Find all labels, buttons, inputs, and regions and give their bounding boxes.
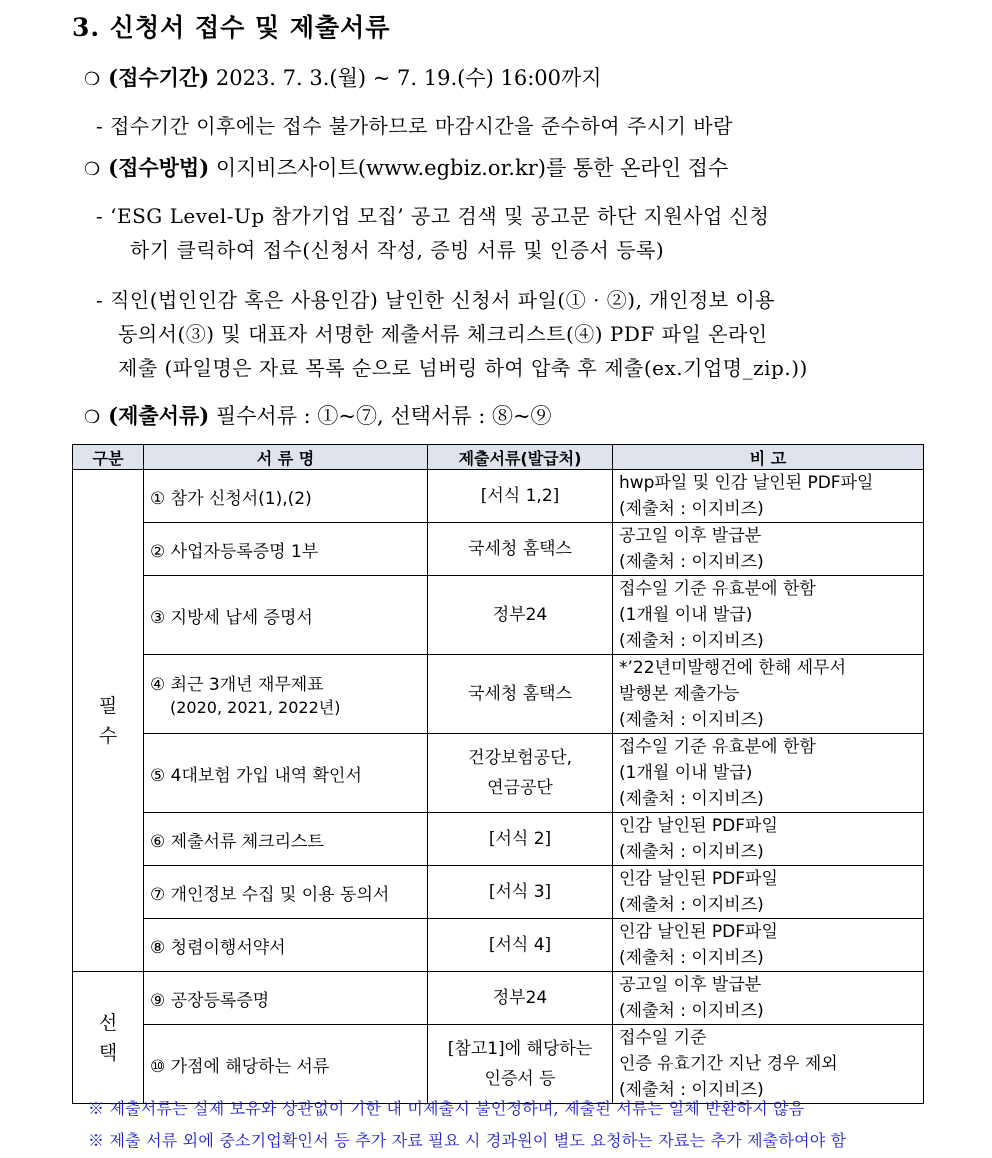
remark-line: 접수일 기준 유효분에 한함	[619, 579, 816, 599]
document-name-cell	[144, 919, 428, 972]
remark-line: (1개월 이내 발급)	[619, 605, 753, 625]
document-remarks-cell	[613, 655, 924, 734]
remark-line: 접수일 기준	[619, 1028, 707, 1048]
document-name: ③ 지방세 납세 증명서	[150, 607, 313, 628]
remark-line: 인감 날인된 PDF파일	[619, 922, 778, 942]
circle-bullet-icon: ❍	[84, 407, 101, 428]
document-name-cell	[144, 866, 428, 919]
circle-bullet-icon: ❍	[84, 159, 101, 180]
document-source: 건강보험공단,	[468, 748, 572, 768]
period-bullet	[84, 62, 602, 92]
document-remarks-cell	[613, 470, 924, 523]
remark-line: 인감 날인된 PDF파일	[619, 816, 778, 836]
document-name-cell	[144, 1025, 428, 1104]
period-detail: - 접수기간 이후에는 접수 불가하므로 마감시간을 준수하여 주시기 바람	[96, 114, 733, 138]
document-remarks-cell	[613, 972, 924, 1025]
remark-line: (제출처 : 이지비즈)	[619, 499, 764, 519]
header-remarks: 비 고	[613, 445, 924, 470]
document-name: ⑨ 공장등록증명	[150, 990, 270, 1011]
document-source-cell	[428, 523, 613, 576]
remark-line: (제출처 : 이지비즈)	[619, 842, 764, 862]
method-detail-1-line-2: 하기 클릭하여 접수(신청서 작성, 증빙 서류 및 인증서 등록)	[130, 238, 665, 262]
header-category: 구분	[73, 445, 144, 470]
table-row	[73, 866, 924, 919]
remark-line: (제출처 : 이지비즈)	[619, 1080, 764, 1100]
document-name: ④ 최근 3개년 재무제표	[150, 675, 324, 695]
document-source: [서식 2]	[488, 829, 552, 849]
category-label: 택	[98, 1041, 118, 1064]
documents-table	[72, 444, 924, 1104]
document-source-cell	[428, 734, 613, 813]
document-source-cell	[428, 470, 613, 523]
docs-label: (제출서류)	[108, 403, 210, 428]
remark-line: (제출처 : 이지비즈)	[619, 710, 764, 730]
method-label: (접수방법)	[108, 155, 210, 180]
document-name-cell	[144, 655, 428, 734]
remark-line: 공고일 이후 발급분	[619, 975, 762, 995]
document-source: 정부24	[492, 988, 548, 1008]
remark-line: (제출처 : 이지비즈)	[619, 789, 764, 809]
document-remarks-cell	[613, 813, 924, 866]
method-detail-1-line-1: - ‘ESG Level-Up 참가기업 모집’ 공고 검색 및 공고문 하단 지원사업 신청	[96, 204, 770, 228]
remark-line: 접수일 기준 유효분에 한함	[619, 737, 816, 757]
document-source-cell	[428, 972, 613, 1025]
document-source-cell	[428, 866, 613, 919]
table-header-row	[73, 445, 924, 470]
document-source: [서식 4]	[488, 935, 552, 955]
circle-bullet-icon: ❍	[84, 69, 101, 90]
remark-line: (제출처 : 이지비즈)	[619, 948, 764, 968]
document-source: [참고1]에 해당하는	[447, 1039, 593, 1059]
document-source: [서식 1,2]	[480, 486, 560, 506]
table-row	[73, 972, 924, 1025]
category-label: 수	[98, 724, 118, 747]
period-label: (접수기간)	[108, 65, 210, 90]
header-source: 제출서류(발급처)	[428, 445, 613, 470]
table-row	[73, 734, 924, 813]
document-source-cell	[428, 576, 613, 655]
document-name: ⑦ 개인정보 수집 및 이용 동의서	[150, 884, 390, 905]
remark-line: 인증 유효기간 지난 경우 제외	[619, 1054, 838, 1074]
document-source: 정부24	[492, 605, 548, 625]
document-remarks-cell	[613, 734, 924, 813]
document-name-cell	[144, 813, 428, 866]
note-2: ※ 제출 서류 외에 중소기업확인서 등 추가 자료 필요 시 경과원이 별도 요청하는 자료는 추가 제출하여야 함	[88, 1131, 847, 1150]
table-row	[73, 1025, 924, 1104]
table-row	[73, 813, 924, 866]
header-document-name: 서 류 명	[144, 445, 428, 470]
table-row	[73, 576, 924, 655]
document-name-cell	[144, 470, 428, 523]
document-name-cell	[144, 734, 428, 813]
table-row	[73, 655, 924, 734]
section-title: 3. 신청서 접수 및 제출서류	[72, 13, 391, 42]
remark-line: (1개월 이내 발급)	[619, 763, 753, 783]
document-remarks-cell	[613, 866, 924, 919]
method-bullet	[84, 152, 728, 182]
document-remarks-cell	[613, 919, 924, 972]
document-name: ⑧ 청렴이행서약서	[150, 937, 286, 958]
method-detail-2-line-3: 제출 (파일명은 자료 목록 순으로 넘버링 하여 압축 후 제출(ex.기업명_zip.))	[118, 356, 808, 380]
period-text: 2023. 7. 3.(월) ~ 7. 19.(수) 16:00까지	[215, 66, 602, 90]
remark-line: (제출처 : 이지비즈)	[619, 552, 764, 572]
document-name-cell	[144, 523, 428, 576]
method-detail-2-line-1: - 직인(법인인감 혹은 사용인감) 날인한 신청서 파일(① · ②), 개인정보 이용	[96, 288, 776, 312]
document-source-line-2: 인증서 등	[484, 1069, 556, 1089]
document-remarks-cell	[613, 576, 924, 655]
remark-line: 인감 날인된 PDF파일	[619, 869, 778, 889]
method-text: 이지비즈사이트(www.egbiz.or.kr)를 통한 온라인 접수	[215, 156, 729, 180]
document-name: ② 사업자등록증명 1부	[150, 541, 319, 562]
document-source-cell	[428, 919, 613, 972]
document-source: [서식 3]	[488, 882, 552, 902]
remark-line: (제출처 : 이지비즈)	[619, 631, 764, 651]
document-name-sub: (2020, 2021, 2022년)	[170, 698, 341, 717]
document-name: ⑩ 가점에 해당하는 서류	[150, 1056, 330, 1077]
method-detail-2-line-2: 동의서(③) 및 대표자 서명한 제출서류 체크리스트(④) PDF 파일 온라인	[118, 322, 768, 346]
docs-text: 필수서류 : ①~⑦, 선택서류 : ⑧~⑨	[215, 404, 552, 428]
document-name-cell	[144, 576, 428, 655]
note-1: ※ 제출서류는 실제 보유와 상관없이 기한 내 미제출시 불인정하며, 제출된 서류는 일체 반환하지 않음	[88, 1099, 805, 1118]
document-source-cell	[428, 655, 613, 734]
table-row	[73, 523, 924, 576]
category-label: 필	[98, 694, 118, 717]
document-source: 국세청 홈택스	[468, 539, 572, 559]
table-row	[73, 470, 924, 523]
docs-bullet	[84, 400, 552, 430]
document-name: ⑥ 제출서류 체크리스트	[150, 831, 324, 852]
table-row	[73, 919, 924, 972]
document-remarks-cell	[613, 1025, 924, 1104]
document-remarks-cell	[613, 523, 924, 576]
document-name-cell	[144, 972, 428, 1025]
remark-line: (제출처 : 이지비즈)	[619, 1001, 764, 1021]
document-source-line-2: 연금공단	[487, 778, 553, 798]
remark-line: *’22년미발행건에 한해 세무서	[619, 658, 846, 678]
document-name: ① 참가 신청서(1),(2)	[150, 488, 312, 509]
remark-line: (제출처 : 이지비즈)	[619, 895, 764, 915]
document-name: ⑤ 4대보험 가입 내역 확인서	[150, 765, 362, 786]
document-source-cell	[428, 813, 613, 866]
remark-line: hwp파일 및 인감 날인된 PDF파일	[619, 473, 874, 493]
remark-line: 공고일 이후 발급분	[619, 526, 762, 546]
category-required	[73, 470, 144, 972]
document-source-cell	[428, 1025, 613, 1104]
category-label: 선	[98, 1011, 118, 1034]
category-optional	[73, 972, 144, 1104]
remark-line: 발행본 제출가능	[619, 684, 740, 704]
document-source: 국세청 홈택스	[468, 684, 572, 704]
